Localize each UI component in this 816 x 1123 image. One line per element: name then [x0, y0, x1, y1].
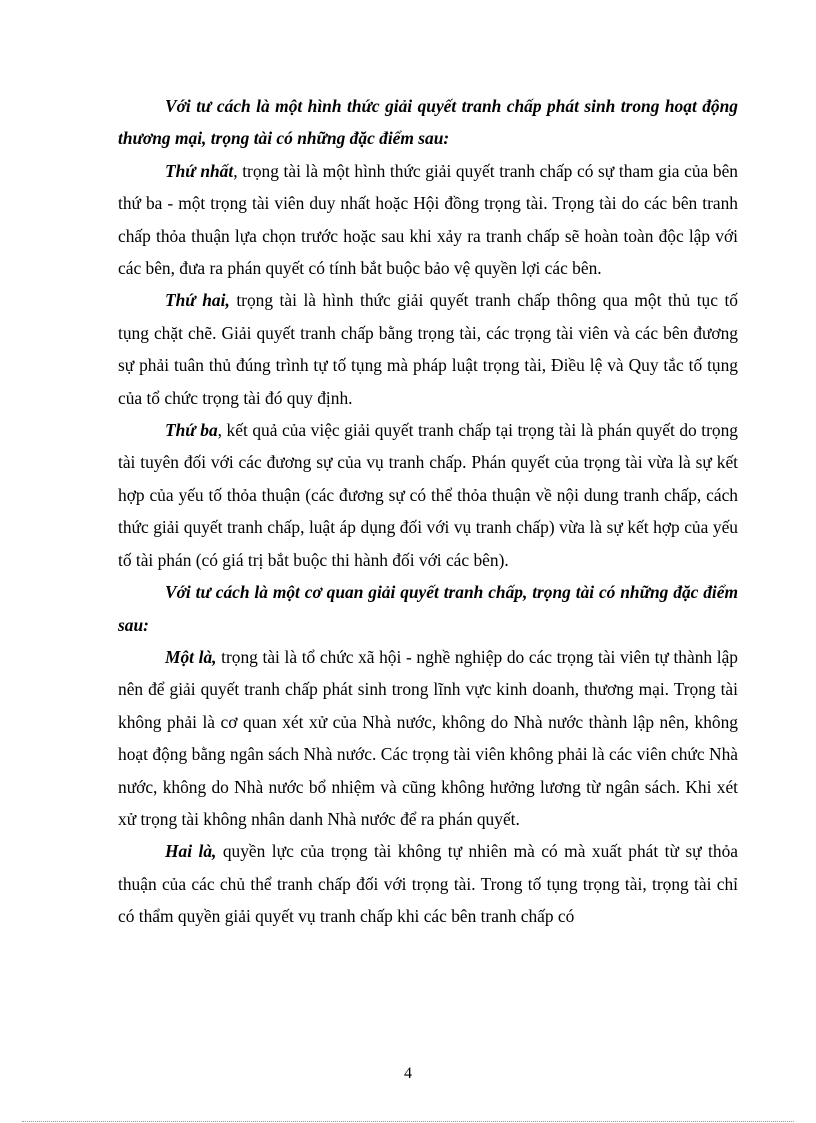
paragraph-text: trọng tài là tổ chức xã hội - nghề nghiệp do các trọng tài viên tự thành lập nên để giải quyết tranh chấp phát sinh trong lĩnh vực kinh doanh, thương mại. Trọng tài không phải là cơ quan xét xử của Nhà nước, không do Nhà nước thành lập nên, không hoạt động bằng ngân sách Nhà nước. Các trọng tài viên không phải là các viên chức Nhà nước, không do Nhà nước bổ nhiệm và cũng không hưởng lương từ ngân sách. Khi xét xử trọng tài không nhân danh Nhà nước để ra phán quyết.: [118, 646, 738, 829]
page-bottom-dotted-rule: [22, 1121, 794, 1122]
paragraph-lead: Một là,: [165, 646, 217, 667]
paragraph-third: [118, 414, 738, 576]
section-heading-commercial: [118, 90, 738, 155]
heading-text: Với tư cách là một hình thức giải quyết tranh chấp phát sinh trong hoạt động thương mại, trọng tài có những đặc điểm sau:: [118, 96, 738, 149]
paragraph-one: [118, 641, 738, 835]
heading-text: Với tư cách là một cơ quan giải quyết tranh chấp, trọng tài có những đặc điểm sau:: [118, 582, 738, 635]
paragraph-lead: Thứ hai,: [165, 290, 230, 311]
paragraph-text: , kết quả của việc giải quyết tranh chấp tại trọng tài là phán quyết do trọng tài tuyên đối với các đương sự của vụ tranh chấp. Phán quyết của trọng tài vừa là sự kết hợp của yếu tố thỏa thuận (các đương sự có thể thỏa thuận về nội dung tranh chấp, cách thức giải quyết tranh chấp, luật áp dụng đối với vụ tranh chấp) vừa là sự kết hợp của yếu tố tài phán (có giá trị bắt buộc thi hành đối với các bên).: [118, 420, 739, 570]
paragraph-text: , trọng tài là một hình thức giải quyết tranh chấp có sự tham gia của bên thứ ba - một trọng tài viên duy nhất hoặc Hội đồng trọng tài. Trọng tài do các bên tranh chấp thỏa thuận lựa chọn trước hoặc sau khi xảy ra tranh chấp sẽ hoàn toàn độc lập với các bên, đưa ra phán quyết có tính bắt buộc bảo vệ quyền lợi các bên.: [118, 160, 738, 279]
paragraph-text: quyền lực của trọng tài không tự nhiên mà có mà xuất phát từ sự thỏa thuận của các chủ thể tranh chấp đối với trọng tài. Trong tố tụng trọng tài, trọng tài chỉ có thẩm quyền giải quyết vụ tranh chấp khi các bên tranh chấp có: [118, 841, 738, 927]
paragraph-first: [118, 155, 738, 285]
paragraph-second: [118, 284, 738, 414]
page-number: 4: [404, 1065, 412, 1082]
paragraph-two: [118, 835, 738, 932]
paragraph-lead: Hai là,: [165, 841, 217, 862]
section-heading-institution: [118, 576, 738, 641]
paragraph-lead: Thứ nhất: [165, 160, 234, 181]
paragraph-lead: Thứ ba: [165, 420, 218, 441]
paragraph-text: trọng tài là hình thức giải quyết tranh chấp thông qua một thủ tục tố tụng chặt chẽ. Giải quyết tranh chấp bằng trọng tài, các trọng tài viên và các bên đương sự phải tuân thủ đúng trình tự tố tụng mà pháp luật trọng tài, Điều lệ và Quy tắc tố tụng của tổ chức trọng tài đó quy định.: [118, 290, 738, 408]
document-body: [118, 90, 738, 933]
